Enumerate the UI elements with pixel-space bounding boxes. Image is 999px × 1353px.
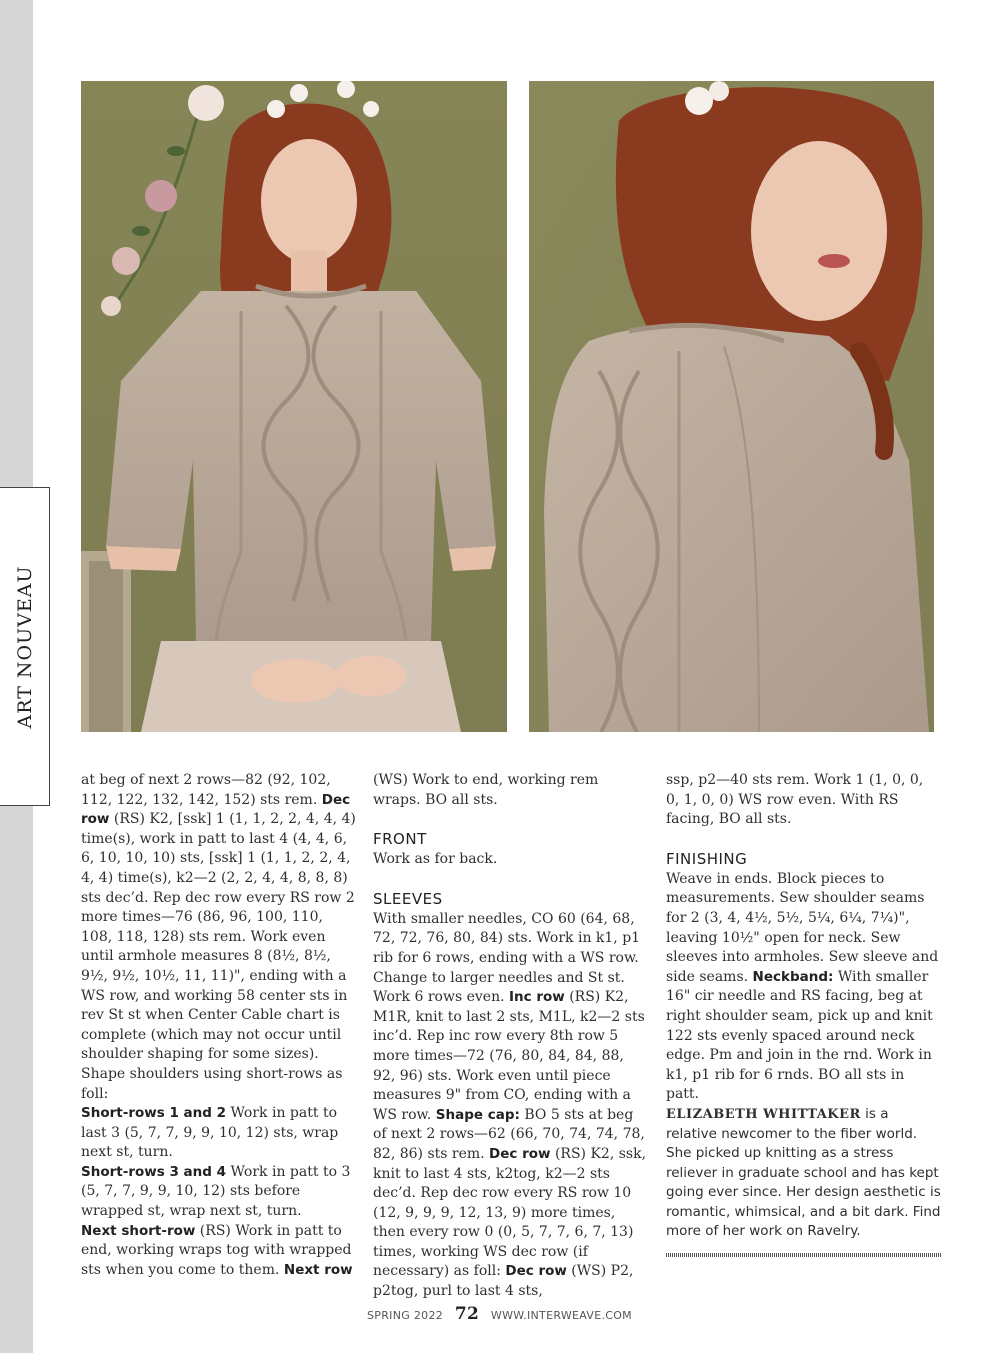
issue-label: SPRING 2022 (367, 1309, 444, 1322)
text-run: With smaller needles, CO 60 (64, 68, 72, 72, 76, 80, 84) sts. Work in k1, p1 rib for 6 rows, ending with a WS row. Change to larger needles and St st. Work 6 rows even. (373, 910, 641, 1006)
text-run: BO 5 sts at beg of next 2 rows—62 (66, 70, 74, 74, 78, 82, 86) sts rem. (373, 1106, 645, 1162)
short-rows-3-4 (81, 1163, 356, 1222)
text-run: (RS) K2, ssk, knit to last 4 sts, k2tog, k2—2 sts dec’d. Rep dec row every RS row 10 (12, 9, 9, 9, 12, 13, 9) more times, then every row 0 (0, 5, 7, 7, 6, 7, 13) times, working WS dec row (if necessary) as foll: (373, 1145, 647, 1280)
text-column-2 (373, 771, 648, 1302)
ws-dec-row-label: Dec row (505, 1263, 567, 1280)
photo-model-back-icon (529, 81, 934, 732)
page-number: 72 (454, 1304, 480, 1324)
text-run: (RS) K2, M1R, knit to last 2 sts, M1L, k2—2 sts inc’d. Rep inc row every 8th row 5 more times—72 (76, 80, 84, 84, 88, 92, 96) sts. Work even until piece measures 9" from CO, ending with a WS row. (373, 989, 645, 1123)
back-finish-paragraph: (WS) Work to end, working rem wraps. BO all sts. (373, 772, 599, 808)
sleeves-heading: SLEEVES (373, 889, 443, 908)
dec-row-label: Dec row (489, 1145, 551, 1162)
author-name: ELIZABETH WHITTAKER (666, 1106, 861, 1122)
text-column-3 (666, 771, 941, 1257)
shape-cap-label: Shape cap: (435, 1106, 520, 1123)
author-bio-text: is a relative newcomer to the fiber world. She picked up knitting as a stress reliever in graduate school and has kept going ever since. Her design aesthetic is romantic, whimsical, and a bit dark. Find more of her work on Ravelry. (666, 1105, 941, 1240)
text-run: (RS) Work in patt to end, working wraps tog with wrapped sts when you come to them. (81, 1222, 352, 1278)
neckband-label: Neckband: (752, 968, 834, 985)
sleeve-finish-paragraph: ssp, p2—40 sts rem. Work 1 (1, 0, 0, 0, 1, 0, 0) WS row even. With RS facing, BO all sts. (666, 772, 924, 828)
photo-front-view (81, 81, 507, 732)
text-run: at beg of next 2 rows—82 (92, 102, 112, 122, 132, 142, 152) sts rem. (81, 772, 331, 808)
website-link[interactable]: WWW.INTERWEAVE.COM (490, 1309, 632, 1322)
back-shaping-paragraph (81, 771, 356, 1104)
page-footer (0, 1304, 999, 1324)
text-run: Work in patt to 3 (5, 7, 7, 9, 9, 10, 12) sts before wrapped st, wrap next st, turn. (81, 1163, 351, 1220)
next-short-row-label: Next short-row (81, 1222, 196, 1239)
photo-model-front-icon (81, 81, 507, 732)
short-rows-1-2 (81, 1104, 356, 1163)
finishing-paragraph (666, 870, 941, 1105)
next-short-row (81, 1222, 356, 1281)
author-bio (666, 1105, 941, 1242)
text-run: Weave in ends. Block pieces to measurements. Sew shoulder seams for 2 (3, 4, 4½, 5½, 5¼, 6¼, 7¼)", leaving 10½" open for neck. Sew sleeves into armholes. Sew sleeve and side seams. (666, 870, 939, 985)
text-run: With smaller 16" cir needle and RS facing, beg at right shoulder seam, pick up and knit 122 sts evenly spaced around neck edge. Pm and join in the rnd. Work in k1, p1 rib for 6 rnds. BO all sts in patt. (666, 968, 933, 1103)
text-run: (RS) K2, [ssk] 1 (1, 1, 2, 2, 4, 4, 4) time(s), work in patt to last 4 (4, 4, 6, 6, 10, 10, 10) sts, [ssk] 1 (1, 1, 2, 2, 4, 4, 4) time(s), k2—2 (2, 2, 4, 4, 8, 8, 8) sts dec’d. Rep dec row every RS row 2 more times—76 (86, 96, 100, 110, 108, 118, 128) sts rem. Work even until armhole measures 8 (8½, 8½, 9½, 9½, 10½, 11, 11)", ending with a WS row, and working 58 center sts in rev St st when Center Cable chart is complete (which may not occur until shoulder shaping for some sizes). Shape shoulders using short-rows as foll: (81, 811, 356, 1102)
section-title: ART NOUVEAU (13, 565, 36, 728)
front-heading: FRONT (373, 830, 427, 849)
short-rows-1-2-label: Short-rows 1 and 2 (81, 1105, 227, 1122)
sleeves-paragraph (373, 910, 648, 1302)
end-rule (666, 1253, 941, 1257)
text-run: (WS) P2, p2tog, purl to last 4 sts, (373, 1263, 634, 1300)
finishing-heading: FINISHING (666, 849, 748, 868)
next-row-label: Next row (283, 1261, 353, 1278)
text-run: Work in patt to last 3 (5, 7, 7, 9, 9, 10, 12) sts, wrap next st, turn. (81, 1105, 339, 1161)
inc-row-label: Inc row (509, 989, 565, 1006)
dec-row-label: Dec row (81, 791, 351, 828)
text-column-1 (81, 771, 356, 1280)
photo-back-view (529, 81, 934, 732)
short-rows-3-4-label: Short-rows 3 and 4 (81, 1163, 227, 1180)
front-paragraph: Work as for back. (373, 851, 498, 868)
section-tab (0, 487, 50, 806)
